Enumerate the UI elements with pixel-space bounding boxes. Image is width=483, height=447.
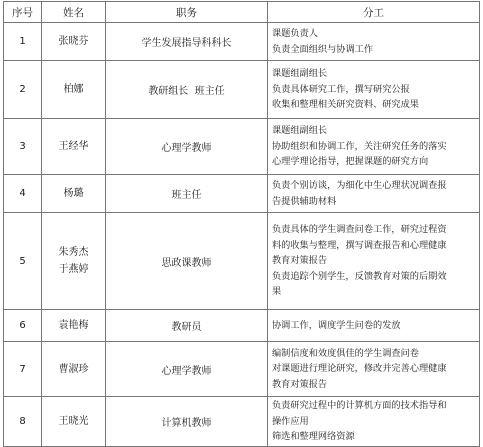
member-name-cell: [42, 175, 106, 213]
duty-line: 负责个别访谈，为细化中生心理状况调查报: [272, 179, 447, 191]
member-name-cell: [42, 119, 106, 175]
row-number: 2: [4, 61, 42, 119]
member-name-cell: [42, 61, 106, 119]
duty-line: 教育对策报告: [272, 255, 328, 267]
table-row: [4, 175, 480, 213]
member-duties: [268, 310, 480, 342]
table-row: [4, 342, 480, 397]
duty-line: 协助组织和协调工作，关注研究任务的落实: [272, 140, 447, 152]
table-body: [4, 23, 480, 447]
member-position: 心理学教师: [106, 342, 268, 397]
member-name: 张晓芬: [58, 36, 89, 47]
duty-line: 编制信度和效度俱佳的学生调查问卷: [272, 347, 419, 359]
header-number: 序号: [4, 2, 42, 23]
member-duties: [268, 119, 480, 175]
table-row: [4, 61, 480, 119]
member-position: 计算机教师: [106, 397, 268, 447]
member-position: 心理学教师: [106, 119, 268, 175]
row-number: 4: [4, 175, 42, 213]
duty-line: 负责追踪个别学生，反馈教育对策的后期效: [272, 270, 447, 282]
duty-line: 课题组副组长: [272, 125, 328, 137]
member-position: 思政课教师: [106, 213, 268, 310]
duty-line: 负责具体研究工作，撰写研究公报: [272, 83, 410, 95]
header-name: 姓名: [42, 2, 106, 23]
member-duties: [268, 213, 480, 310]
row-number: 7: [4, 342, 42, 397]
duty-line: 料的收集与整理，撰写调查报告和心理健康: [272, 239, 447, 251]
member-duties: [268, 397, 480, 447]
table-row: [4, 397, 480, 447]
member-name-cell: [42, 213, 106, 310]
member-name: 袁艳梅: [58, 320, 89, 331]
duty-line: 负责全面组织与协调工作: [272, 43, 374, 55]
member-duties: [268, 23, 480, 61]
member-name-cell: [42, 342, 106, 397]
duty-line: 操作应用: [272, 415, 309, 427]
member-name-cell: [42, 310, 106, 342]
member-position: 教研员: [106, 310, 268, 342]
row-number: 5: [4, 213, 42, 310]
table-row: [4, 213, 480, 310]
header-position: 职务: [106, 2, 268, 23]
row-number: 6: [4, 310, 42, 342]
member-name-cell: [42, 23, 106, 61]
duty-line: 负责具体的学生调查问卷工作，研究过程资: [272, 224, 447, 236]
task-assignment-table: [3, 1, 480, 447]
member-name: 于燕婷: [58, 264, 89, 275]
member-name: 柏娜: [63, 84, 84, 95]
duty-line: 协调工作，调度学生问卷的发放: [272, 319, 401, 331]
member-name: 朱秀杰: [58, 247, 89, 258]
member-duties: [268, 342, 480, 397]
member-position: 学生发展指导科科长: [106, 23, 268, 61]
table-header-row: [4, 2, 480, 23]
table-row: [4, 310, 480, 342]
duty-line: 教育对策报告: [272, 378, 328, 390]
member-name: 王经华: [58, 141, 89, 152]
duty-line: 筛选和整理网络资源: [272, 431, 355, 443]
duty-line: 告提供辅助材料: [272, 195, 337, 207]
member-name-cell: [42, 397, 106, 447]
duty-line: 对课题进行理论研究，修改并完善心理健康: [272, 363, 447, 375]
row-number: 1: [4, 23, 42, 61]
duty-line: 果: [272, 286, 282, 298]
duty-line: 负责研究过程中的计算机方面的技术指导和: [272, 400, 447, 412]
duty-line: 心理学理论指导，把握课题的研究方向: [272, 156, 429, 168]
table-row: [4, 23, 480, 61]
member-position: 班主任: [106, 175, 268, 213]
duty-line: 课题负责人: [272, 27, 318, 39]
member-duties: [268, 175, 480, 213]
header-duties: 分工: [268, 2, 480, 23]
duty-line: 收集和整理相关研究资料、研究成果: [272, 99, 419, 111]
table-row: [4, 119, 480, 175]
member-duties: [268, 61, 480, 119]
member-name: 王晓光: [58, 416, 89, 427]
row-number: 8: [4, 397, 42, 447]
member-position: 教研组长 班主任: [106, 61, 268, 119]
member-name: 杨璐: [63, 188, 84, 199]
member-name: 曹淑珍: [58, 363, 89, 375]
duty-line: 课题组副组长: [272, 68, 328, 80]
row-number: 3: [4, 119, 42, 175]
